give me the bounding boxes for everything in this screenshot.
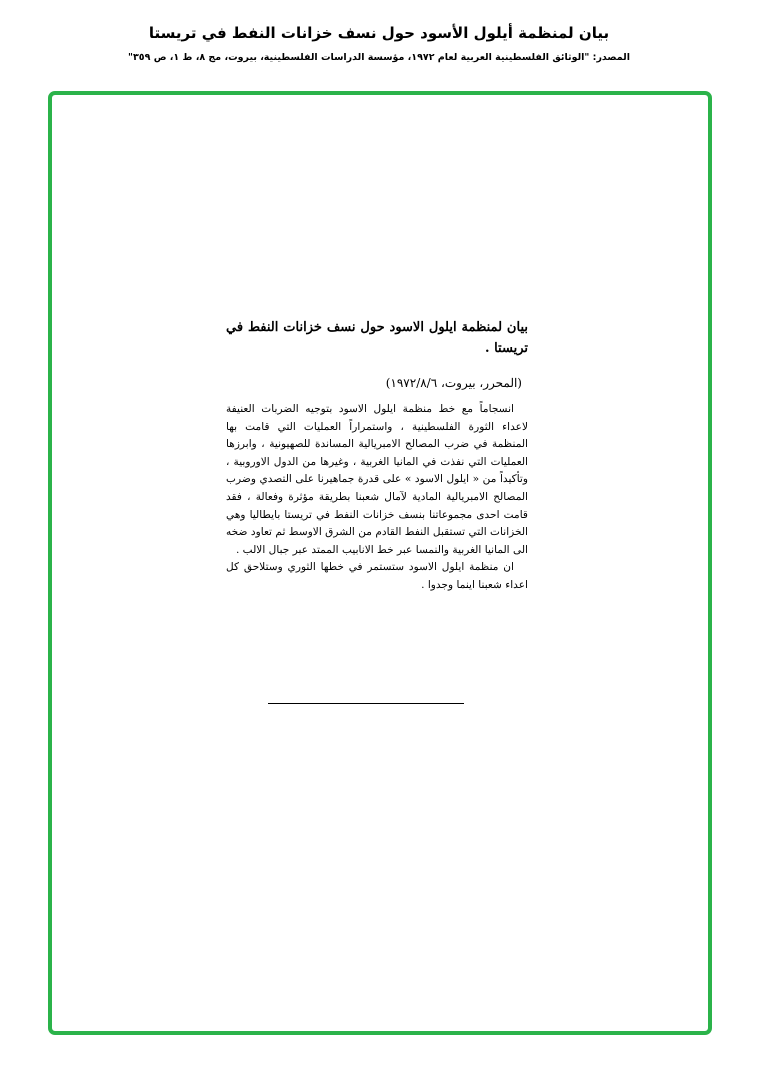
page-header: [0, 22, 758, 66]
source-citation: المصدر: "الوثائق الفلسطينية العربية لعام ١٩٧٢، مؤسسة الدراسات الفلسطينية، بيروت، مج ٨، ط ١، ص ٣٥٩": [128, 52, 630, 63]
scanned-document: [226, 317, 528, 595]
page-title: بيان لمنظمة أيلول الأسود حول نسف خزانات النفط في تريستا: [148, 24, 610, 42]
document-paragraph-2: ان منظمة ايلول الاسود ستستمر في خطها الثوري وستلاحق كل اعداء شعبنا اينما وجدوا .: [226, 561, 528, 591]
document-paragraph-1: انسجاماً مع خط منظمة ايلول الاسود بتوجيه الضربات العنيفة لاعداء الثورة الفلسطينية ، واستمراراً العمليات التي قامت بها المنظمة في ضرب المصالح الامبريالية المساندة للصهيونية ، وابرزها العمليات التي نفذت في المانيا الغربية ، وغيرها من الدول الاوروبية ، وتأكيداً من « ايلول الاسود » على قدرة جماهيرنا على التصدي وضرب المصالح الامبريالية المادية لآمال شعبنا بطريقة مؤثرة وفعالة ، فقد قامت احدى مجموعاتنا بنسف خزانات النفط في تريستا بايطاليا وهي الخزانات التي تستقبل النفط القادم من الشرق الاوسط ثم تعاود ضخه الى المانيا الغربية والنمسا عبر خط الانابيب الممتد عبر جبال الالب .: [226, 403, 528, 556]
document-dateline: (المحرر، بيروت، ١٩٧٢/٨/٦): [385, 376, 522, 390]
document-heading: بيان لمنظمة ايلول الاسود حول نسف خزانات النفط في تريستا .: [226, 320, 528, 356]
end-rule-divider: [268, 703, 464, 704]
